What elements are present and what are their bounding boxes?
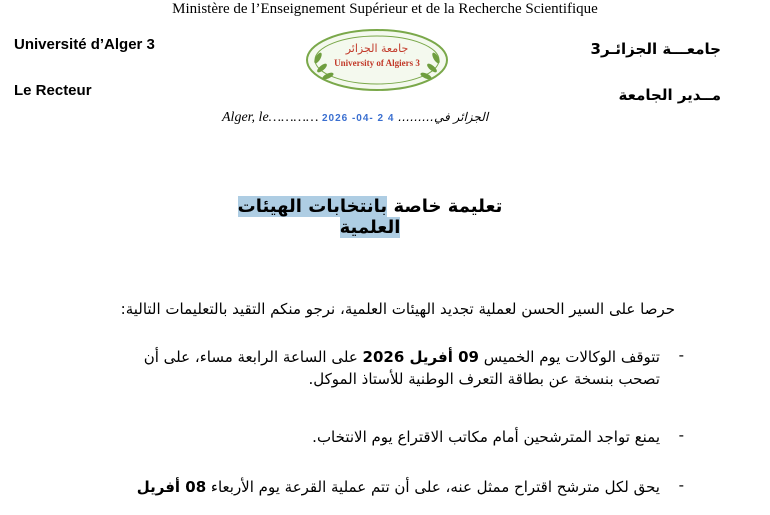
title-plain: تعليمة خاصة [387,196,503,217]
date-stamp: 2026 -04- 2 4 [321,113,395,124]
item-bold-date: 08 أفريل [136,478,207,496]
item-bold-date: 09 أفريل 2026 [362,348,479,366]
ministry-header: Ministère de l’Enseignement Supérieur et de la Recherche Scientifique [172,1,598,17]
list-item [40,476,660,498]
item-text: تتوقف الوكالات يوم الخميس [478,348,660,366]
dateline-suffix-ar: الجزائر في……… [397,110,489,124]
document-title [210,196,530,238]
list-bullet: - [678,476,684,494]
list-bullet: - [678,346,684,364]
intro-paragraph: حرصا على السير الحسن لعملية تجديد الهيئات العلمية، نرجو منكم التقيد بالتعليمات التالية: [120,300,675,318]
item-line: تصحب بنسخة عن بطاقة التعرف الوطنية للأستاذ الموكل. [308,370,660,388]
university-name-fr: Université d’Alger 3 [14,36,155,53]
university-name-ar: جامعـــة الجزائـر3 [590,40,721,58]
logo-text-ar: جامعة الجزائر [345,42,409,55]
logo-text-en: University of Algiers 3 [334,58,420,68]
dateline-prefix: Alger, le………… [222,110,319,125]
university-logo [304,28,450,92]
dateline [222,110,488,126]
rector-title-fr: Le Recteur [14,82,92,99]
item-text: يحق لكل مترشح اقتراح ممثل عنه، على أن تتم عملية القرعة يوم الأربعاء [206,478,660,496]
rector-title-ar: مــدير الجامعة [618,86,721,104]
item-line [40,346,660,368]
title-highlighted: بانتخابات الهيئات العلمية [237,196,401,238]
item-text: على الساعة الرابعة مساء، على أن [143,348,363,366]
list-item [40,346,660,390]
list-bullet: - [678,426,684,444]
list-item: يمنع تواجد المترشحين أمام مكاتب الاقتراع يوم الانتخاب. [312,428,660,446]
